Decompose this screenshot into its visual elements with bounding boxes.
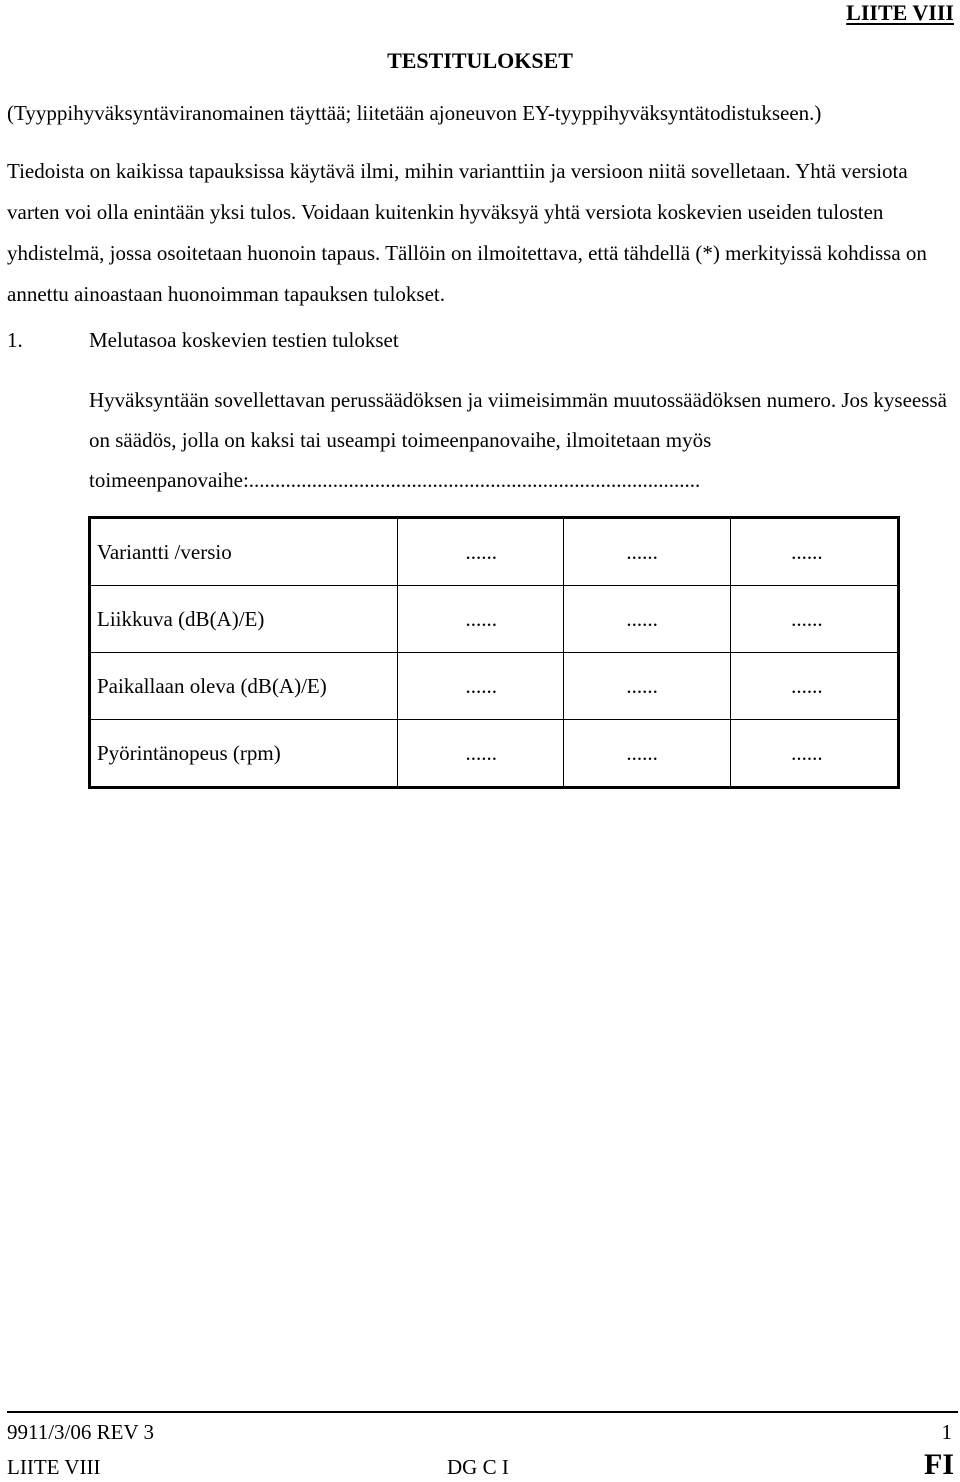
results-table [88, 516, 900, 789]
value-cell: ...... [397, 653, 564, 720]
footer-language-code: FI [924, 1448, 954, 1481]
value-cell: ...... [731, 518, 899, 586]
value-cell: ...... [731, 653, 899, 720]
value-cell: ...... [397, 586, 564, 653]
table-row [90, 653, 899, 720]
row-label: Paikallaan oleva (dB(A)/E) [90, 653, 398, 720]
footer-reference: 9911/3/06 REV 3 [7, 1420, 155, 1444]
row-label: Pyörintänopeus (rpm) [97, 740, 281, 765]
row-label: Liikkuva (dB(A)/E) [90, 586, 398, 653]
value-cell: ...... [564, 586, 731, 653]
footer-department: DG C I [447, 1455, 509, 1479]
section-number: 1. [7, 328, 23, 352]
section-title: Melutasoa koskevien testien tulokset [89, 328, 399, 352]
value-cell: ...... [731, 586, 899, 653]
document-title: TESTITULOKSET [387, 48, 573, 73]
footer-divider [7, 1411, 958, 1413]
table-row [90, 518, 899, 586]
table-row [90, 586, 899, 653]
value-cell: ...... [564, 720, 731, 788]
footer-annex: LIITE VIII [7, 1455, 101, 1479]
value-cell: ...... [731, 720, 899, 788]
row-label: Variantti /versio [90, 518, 398, 586]
table-row [90, 720, 899, 788]
value-cell: ...... [564, 653, 731, 720]
value-cell: ...... [564, 518, 731, 586]
section-heading [7, 328, 399, 353]
annex-label-top: LIITE VIII [846, 0, 954, 25]
footer-page-number: 1 [941, 1420, 952, 1444]
value-cell: ...... [397, 518, 564, 586]
section-text: Hyväksyntään sovellettavan perussäädöksen ja viimeisimmän muutossäädöksen numero. Jos kyseessä on säädös, jolla on kaksi tai useampi toimeenpanovaihe, ilmoitetaan myös toimeenpanovaihe:...................................................................................... [89, 388, 947, 492]
instructions-paragraph: Tiedoista on kaikissa tapauksissa käytävä ilmi, mihin varianttiin ja versioon niitä sovelletaan. Yhtä versiota varten voi olla enintään yksi tulos. Voidaan kuitenkin hyväksyä yhtä versiota koskevien useiden tulosten yhdistelmä, jossa osoitetaan huonoin tapaus. Tällöin on ilmoitettava, että tähdellä (*) merkityissä kohdissa on annettu ainoastaan huonoimman tapauksen tulokset. [7, 159, 927, 306]
intro-note: (Tyyppihyväksyntäviranomainen täyttää; liitetään ajoneuvon EY-tyyppihyväksyntätodistukseen.) [7, 101, 822, 125]
value-cell: ...... [397, 720, 564, 788]
